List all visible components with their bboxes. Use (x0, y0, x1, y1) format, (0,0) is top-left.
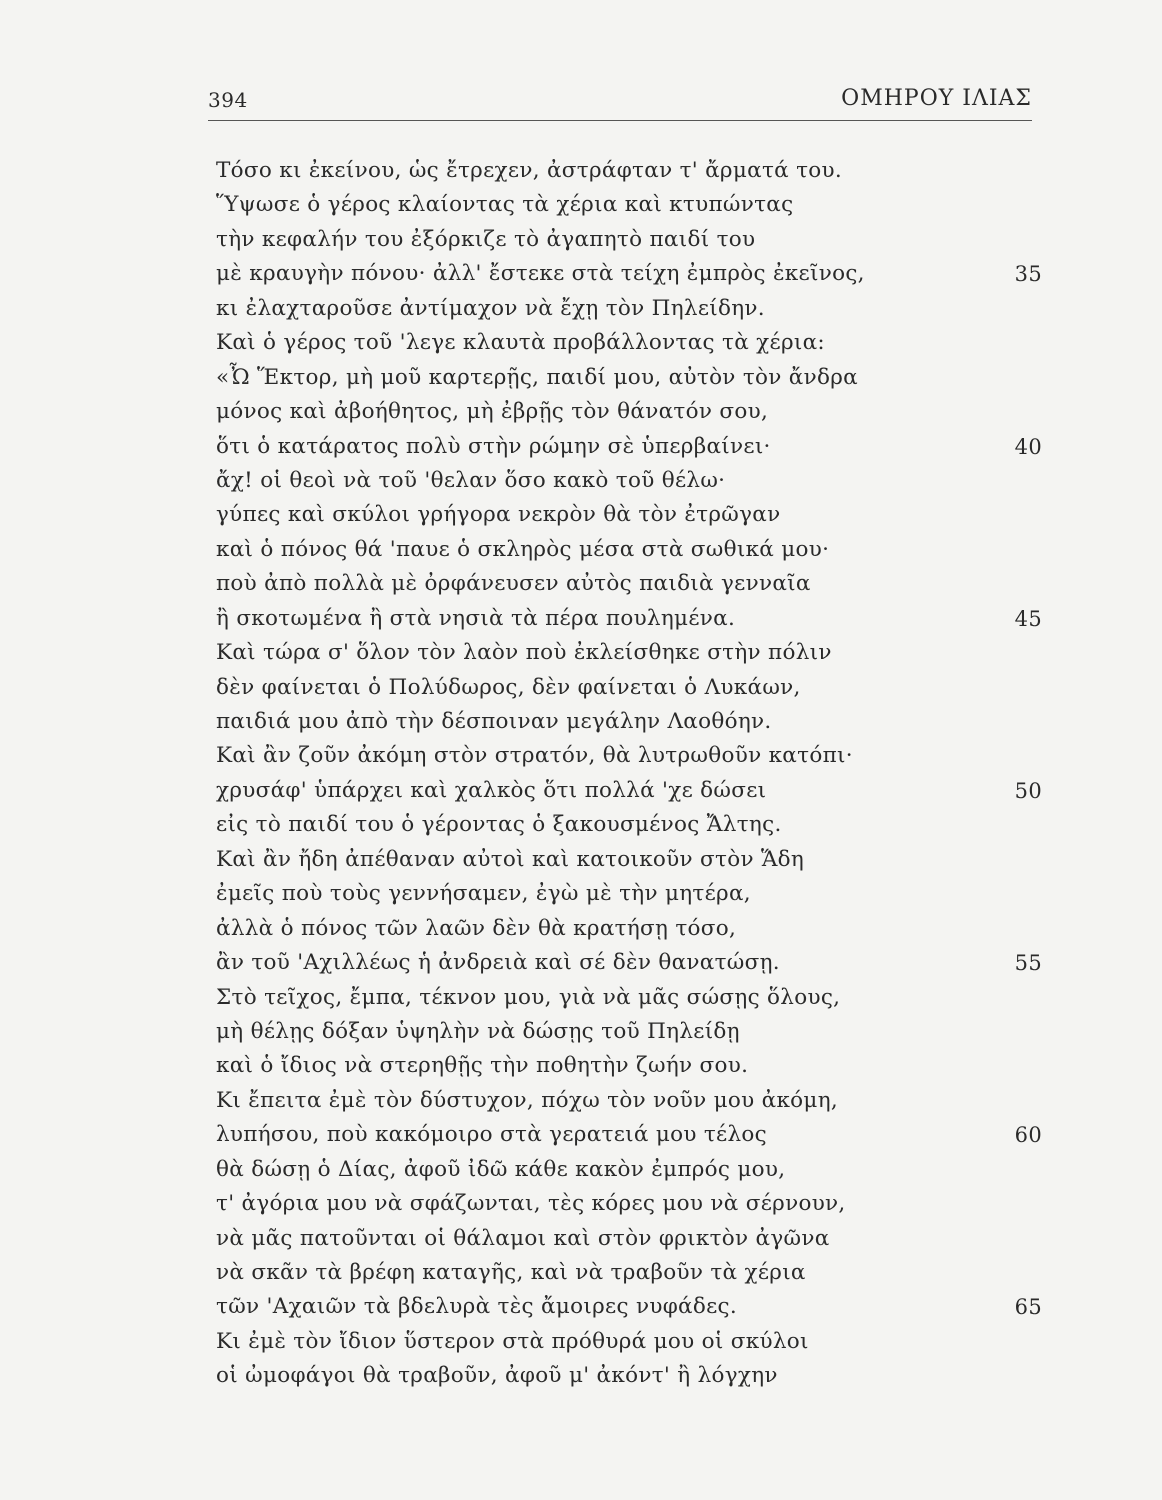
verse-text: παιδιά μου ἀπὸ τὴν δέσποιναν μεγάλην Λαοθόην. (216, 709, 772, 734)
verse-text: ἂν τοῦ 'Αχιλλέως ἡ ἀνδρειὰ καὶ σέ δὲν θανατώσῃ. (216, 950, 780, 976)
line-number: 50 (1014, 778, 1042, 803)
verse-text: νὰ μᾶς πατοῦνται οἱ θάλαμοι καὶ στὸν φρικτὸν ἀγῶνα (216, 1225, 830, 1251)
verse-text: ποὺ ἀπὸ πολλὰ μὲ ὀρφάνευσεν αὐτὸς παιδιὰ γενναῖα (216, 571, 811, 597)
verse-line (216, 1187, 1016, 1221)
verse-line (216, 498, 1016, 532)
verse-text: μόνος καὶ ἀβοήθητος, μὴ ἐβρῇς τὸν θάνατόν σου, (216, 399, 769, 425)
line-number: 45 (1014, 606, 1042, 631)
verse-line (216, 464, 1016, 498)
verse-line (216, 154, 1016, 188)
verse-text: ἐμεῖς ποὺ τοὺς γεννήσαμεν, ἐγὼ μὲ τὴν μητέρα, (216, 881, 751, 907)
verse-line (216, 1015, 1016, 1049)
verse-text: χρυσάφ' ὑπάρχει καὶ χαλκὸς ὅτι πολλά 'χε δώσει (216, 777, 767, 803)
verse-text: εἰς τὸ παιδί του ὁ γέροντας ὁ ξακουσμένος Ἄλτης. (216, 812, 782, 838)
verse-line (216, 602, 1042, 636)
verse-text: Καὶ ἂν ζοῦν ἀκόμη στὸν στρατόν, θὰ λυτρωθοῦν κατόπι· (216, 743, 853, 769)
verse-text: νὰ σκᾶν τὰ βρέφη καταγῆς, καὶ νὰ τραβοῦν τὰ χέρια (216, 1260, 806, 1285)
verse-line (216, 361, 1016, 395)
page-number: 394 (208, 88, 248, 112)
verse-text: Ὕψωσε ὁ γέρος κλαίοντας τὰ χέρια καὶ κτυπώντας (216, 192, 794, 218)
verse-line (216, 877, 1016, 911)
verse-line (216, 188, 1016, 222)
line-number: 35 (1014, 262, 1042, 287)
verse-text: Κι ἐμὲ τὸν ἴδιον ὕστερον στὰ πρόθυρά μου οἱ σκύλοι (216, 1328, 809, 1354)
line-number: 60 (1014, 1123, 1042, 1148)
verse-text: ἢ σκοτωμένα ἢ στὰ νησιὰ τὰ πέρα πουλημένα. (216, 605, 736, 631)
verse-text: ἀλλὰ ὁ πόνος τῶν λαῶν δὲν θὰ κρατήσῃ τόσο, (216, 915, 737, 941)
verse-line (216, 671, 1016, 705)
verse-text: μὲ κραυγὴν πόνου· ἀλλ' ἔστεκε στὰ τείχη ἐμπρὸς ἐκεῖνος, (216, 261, 865, 287)
verse-line (216, 774, 1042, 808)
line-number: 40 (1014, 434, 1042, 459)
verse-text: Τόσο κι ἐκείνου, ὡς ἔτρεχεν, ἀστράφταν τ' ἄρματά του. (216, 158, 843, 183)
verse-line (216, 946, 1042, 980)
verse-line (216, 1118, 1042, 1152)
verse-line (216, 1359, 1016, 1393)
verse-text: κι ἐλαχταροῦσε ἀντίμαχον νὰ ἔχῃ τὸν Πηλείδην. (216, 295, 765, 321)
verse-line (216, 292, 1016, 326)
verse-line (216, 981, 1016, 1015)
verse-text: τ' ἀγόρια μου νὰ σφάζωνται, τὲς κόρες μου νὰ σέρνουν, (216, 1191, 846, 1217)
verse-line (216, 843, 1016, 877)
verse-text: μὴ θέλῃς δόξαν ὑψηλὴν νὰ δώσῃς τοῦ Πηλείδῃ (216, 1018, 740, 1044)
verse-line (216, 1222, 1016, 1256)
verse-text: καὶ ὁ ἴδιος νὰ στερηθῇς τὴν ποθητὴν ζωήν σου. (216, 1053, 749, 1079)
verse-line (216, 739, 1016, 773)
verse-line (216, 567, 1016, 601)
verse-text: Καὶ ἂν ἤδη ἀπέθαναν αὐτοὶ καὶ κατοικοῦν στὸν Ἅδη (216, 846, 805, 872)
verse-line (216, 223, 1016, 257)
verse-line (216, 705, 1016, 739)
header-rule (208, 120, 1032, 121)
verse-text: τῶν 'Αχαιῶν τὰ βδελυρὰ τὲς ἄμοιρες νυφάδες. (216, 1294, 738, 1320)
verse-line (216, 1153, 1016, 1187)
verse-text: γύπες καὶ σκύλοι γρήγορα νεκρὸν θὰ τὸν ἐτρῶγαν (216, 502, 781, 528)
verse-line (216, 533, 1016, 567)
verse-line (216, 1256, 1016, 1290)
verse-line (216, 636, 1016, 670)
verse-text: «Ὦ Ἕκτορ, μὴ μοῦ καρτερῇς, παιδί μου, αὐτὸν τὸν ἄνδρα (216, 364, 858, 390)
verse-text: καὶ ὁ πόνος θά 'παυε ὁ σκληρὸς μέσα στὰ σωθικά μου· (216, 536, 830, 562)
verse-text: ὅτι ὁ κατάρατος πολὺ στὴν ρώμην σὲ ὑπερβαίνει· (216, 433, 771, 459)
verse-line (216, 1084, 1016, 1118)
verse-text: Καὶ ὁ γέρος τοῦ 'λεγε κλαυτὰ προβάλλοντας τὰ χέρια: (216, 330, 825, 356)
verse-line (216, 326, 1016, 360)
verse-line (216, 257, 1042, 291)
verse-text: οἱ ὠμοφάγοι θὰ τραβοῦν, ἀφοῦ μ' ἀκόντ' ἢ λόγχην (216, 1363, 778, 1389)
running-head: ΟΜΗΡΟΥ ΙΛΙΑΣ (841, 86, 1032, 111)
verse-text: ἄχ! οἱ θεοὶ νὰ τοῦ 'θελαν ὅσο κακὸ τοῦ θέλω· (216, 467, 726, 493)
verse-text: τὴν κεφαλήν του ἐξόρκιζε τὸ ἀγαπητὸ παιδί του (216, 226, 756, 252)
verse-line (216, 430, 1042, 464)
verse-line (216, 395, 1016, 429)
verse-text: Καὶ τώρα σ' ὅλον τὸν λαὸν ποὺ ἐκλείσθηκε στὴν πόλιν (216, 640, 832, 666)
verse-text: Στὸ τεῖχος, ἔμπα, τέκνον μου, γιὰ νὰ μᾶς σώσῃς ὅλους, (216, 984, 841, 1010)
verse-text: λυπήσου, ποὺ κακόμοιρο στὰ γερατειά μου τέλος (216, 1122, 767, 1148)
verse-text: Κι ἔπειτα ἐμὲ τὸν δύστυχον, πόχω τὸν νοῦν μου ἀκόμη, (216, 1087, 839, 1113)
verse-line (216, 912, 1016, 946)
verse-line (216, 1290, 1042, 1324)
page-header (208, 84, 1032, 116)
verse-line (216, 1049, 1016, 1083)
verse-text: θὰ δώσῃ ὁ Δίας, ἀφοῦ ἰδῶ κάθε κακὸν ἐμπρός μου, (216, 1156, 786, 1182)
poem-text (216, 154, 1042, 1394)
verse-line (216, 1325, 1016, 1359)
line-number: 65 (1014, 1295, 1042, 1320)
line-number: 55 (1014, 951, 1042, 976)
verse-line (216, 808, 1016, 842)
verse-text: δὲν φαίνεται ὁ Πολύδωρος, δὲν φαίνεται ὁ Λυκάων, (216, 674, 801, 700)
